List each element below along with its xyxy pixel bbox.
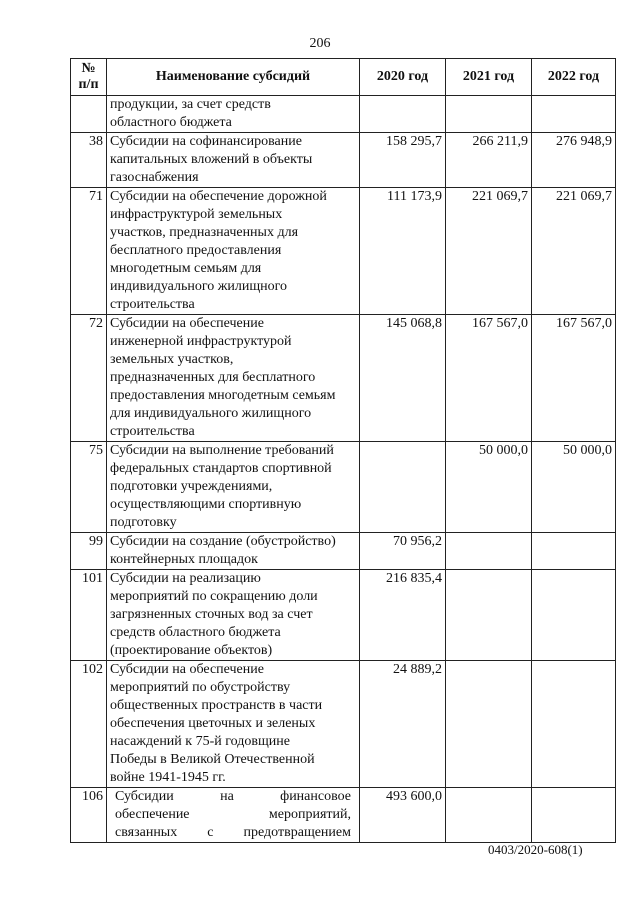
row-2021 [446, 533, 532, 570]
row-2020 [360, 96, 446, 133]
subsidies-table [70, 58, 616, 843]
table-row [71, 315, 616, 442]
row-2020: 493 600,0 [360, 788, 446, 843]
header-2022: 2022 год [532, 59, 616, 96]
row-2020: 24 889,2 [360, 661, 446, 788]
page-number: 206 [309, 36, 331, 51]
row-2021: 266 211,9 [446, 133, 532, 188]
row-2022: 276 948,9 [532, 133, 616, 188]
row-name-line: связанных с предотвращением [115, 825, 351, 840]
row-num: 72 [71, 315, 107, 442]
row-2021: 50 000,0 [446, 442, 532, 533]
row-2020: 145 068,8 [360, 315, 446, 442]
row-name: Субсидии на обеспечение дорожной инфраструктурой земельных участков, предназначенных для бесплатного предоставления многодетным семьям для индивидуального жилищного строительства [107, 188, 360, 315]
row-name: продукции, за счет средств областного бюджета [107, 96, 360, 133]
row-name: Субсидии на обеспечение инженерной инфраструктурой земельных участков, предназначенных для бесплатного предоставления многодетным семьям для индивидуального жилищного строительства [107, 315, 360, 442]
row-2021 [446, 570, 532, 661]
row-name: Субсидии на реализацию мероприятий по сокращению доли загрязненных сточных вод за счет средств областного бюджета (проектирование объектов) [107, 570, 360, 661]
row-num: 99 [71, 533, 107, 570]
header-name: Наименование субсидий [107, 59, 360, 96]
row-2022 [532, 533, 616, 570]
table-row [71, 133, 616, 188]
row-2022 [532, 661, 616, 788]
row-2022: 50 000,0 [532, 442, 616, 533]
row-name-line: обеспечение мероприятий, [115, 807, 351, 822]
row-2022 [532, 570, 616, 661]
table-row [71, 442, 616, 533]
row-2021 [446, 661, 532, 788]
row-num: 106 [71, 788, 107, 843]
row-2022: 221 069,7 [532, 188, 616, 315]
header-2020: 2020 год [360, 59, 446, 96]
table-row [71, 533, 616, 570]
row-name-line: Субсидии на финансовое [115, 789, 351, 804]
row-2021: 221 069,7 [446, 188, 532, 315]
row-2020: 158 295,7 [360, 133, 446, 188]
table-row [71, 570, 616, 661]
table-row [71, 96, 616, 133]
row-2021 [446, 788, 532, 843]
row-2022 [532, 96, 616, 133]
row-name: Субсидии на выполнение требований федеральных стандартов спортивной подготовки учреждениями, осуществляющими спортивную подготовку [107, 442, 360, 533]
row-2022 [532, 788, 616, 843]
row-2020: 70 956,2 [360, 533, 446, 570]
row-2021 [446, 96, 532, 133]
row-2021: 167 567,0 [446, 315, 532, 442]
row-2020 [360, 442, 446, 533]
row-num: 71 [71, 188, 107, 315]
row-2022: 167 567,0 [532, 315, 616, 442]
header-2021: 2021 год [446, 59, 532, 96]
row-name: Субсидии на софинансирование капитальных вложений в объекты газоснабжения [107, 133, 360, 188]
row-2020: 216 835,4 [360, 570, 446, 661]
header-num-text: № п/п [78, 61, 99, 92]
row-num: 38 [71, 133, 107, 188]
row-name: Субсидии на создание (обустройство) контейнерных площадок [107, 533, 360, 570]
row-num: 75 [71, 442, 107, 533]
row-num [71, 96, 107, 133]
row-name: Субсидии на обеспечение мероприятий по обустройству общественных пространств в части обеспечения цветочных и зеленых насаждений к 75-й годовщине Победы в Великой Отечественной войне 1941-1945 гг. [107, 661, 360, 788]
row-name-justified [107, 788, 360, 843]
row-2020: 111 173,9 [360, 188, 446, 315]
row-num: 101 [71, 570, 107, 661]
document-code: 0403/2020-608(1) [488, 842, 583, 857]
table-row [71, 188, 616, 315]
table-row [71, 661, 616, 788]
table-row [71, 788, 616, 843]
table-header-row [71, 59, 616, 96]
header-num [71, 59, 107, 96]
row-num: 102 [71, 661, 107, 788]
